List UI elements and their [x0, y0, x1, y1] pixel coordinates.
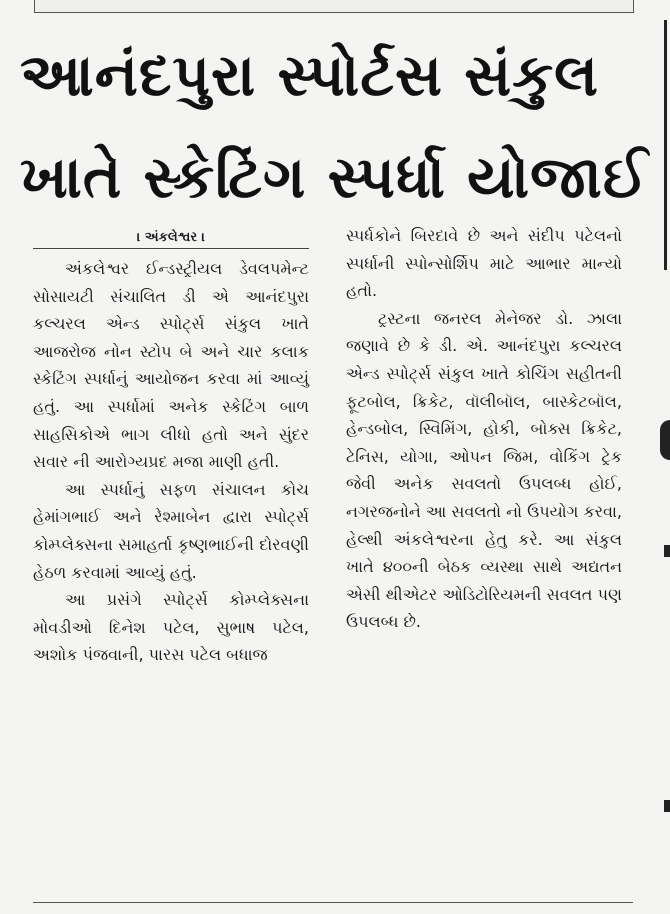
article-column-right	[346, 222, 622, 636]
bottom-divider	[33, 902, 633, 903]
paragraph: સ્પર્ધકોને બિરદાવે છે અને સંદીપ પટેલનો સ્પર્ધાની સ્પોન્સોર્શિપ માટે આભાર માન્યો હતો.	[346, 226, 622, 301]
adjacent-article-mark	[664, 800, 670, 812]
paragraph: આ પ્રસંગે સ્પોર્ટ્સ કોમ્પ્લેક્સના મોવડીઓ દિનેશ પટેલ, સુભાષ પટેલ, અશોક પંજવાની, પારસ પટેલ બધાજ	[33, 590, 309, 665]
headline-line-1: આનંદપુરા સ્પોર્ટસ સંકુલ	[20, 41, 599, 109]
paragraph: ટ્રસ્ટના જનરલ મેનેજર ડો. ઝાલા જણાવે છે કે ડી. એ. આનંદપુરા કલ્ચરલ એન્ડ સ્પોર્ટ્સ સંકુલ ખાતે કોચિંગ સહીતની ફૂટબોલ, ક્રિકેટ, વૉલીબૉલ, બાસ્કેટબૉલ, હેન્ડબોલ, સ્વિમિંગ, હોકી, બોક્સ ક્રિકેટ, ટેનિસ, યોગા, ઓપન જિમ, વોકિંગ ટ્રેક જેવી અનેક સવલતો ઉપલબ્ધ હોઈ, નગરજનોને આ સવલતો નો ઉપયોગ કરવા, હેલ્થી અંકલેશ્વરના હેતુ કરે. આ સંકુલ ખાતે ૪૦૦ની બેઠક વ્યસ્થા સાથે અદ્યતન એસી થીએટર ઓડિટોરિયમની સવલત પણ ઉપલબ્ધ છે.	[346, 308, 622, 632]
article-column-left	[33, 222, 309, 669]
paragraph: અંકલેશ્વર ઈન્ડસ્ટ્રીયલ ડેવલપમેન્ટ સોસાયટી સંચાલિત ડી એ આનંદપુરા કલ્ચરલ એન્ડ સ્પોર્ટ્સ સંકુલ ખાતે આજરોજ નોન સ્ટોપ બે અને ચાર કલાક સ્કેટિંગ સ્પર્ધાનું આયોજન કરવા માં આવ્યું હતું. આ સ્પર્ધામાં અનેક સ્કેટિંગ બાળ સાહસિકોએ ભાગ લીધો હતો અને સુંદર સવાર ની આરોગ્યપ્રદ મજા માણી હતી.	[33, 259, 309, 472]
paragraph: આ સ્પર્ધાનું સફળ સંચાલન કોચ હેમાંગભાઈ અને રેશ્માબેન દ્વારા સ્પોર્ટ્સ કોમ્પ્લેક્સના સમાહર્તા કૃષ્ણભાઈની દોરવણી હેઠળ કરવામાં આવ્યું હતું.	[33, 479, 309, 582]
dateline: । અંકલેશ્વર ।	[136, 230, 206, 245]
previous-article-edge	[34, 0, 634, 13]
adjacent-column-rule	[664, 20, 667, 270]
dateline-box	[33, 222, 309, 249]
adjacent-article-mark	[660, 420, 670, 460]
adjacent-article-mark	[664, 545, 670, 557]
headline-line-2: ખાતે સ્કેટિંગ સ્પર્ધા યોજાઈ	[20, 143, 649, 211]
